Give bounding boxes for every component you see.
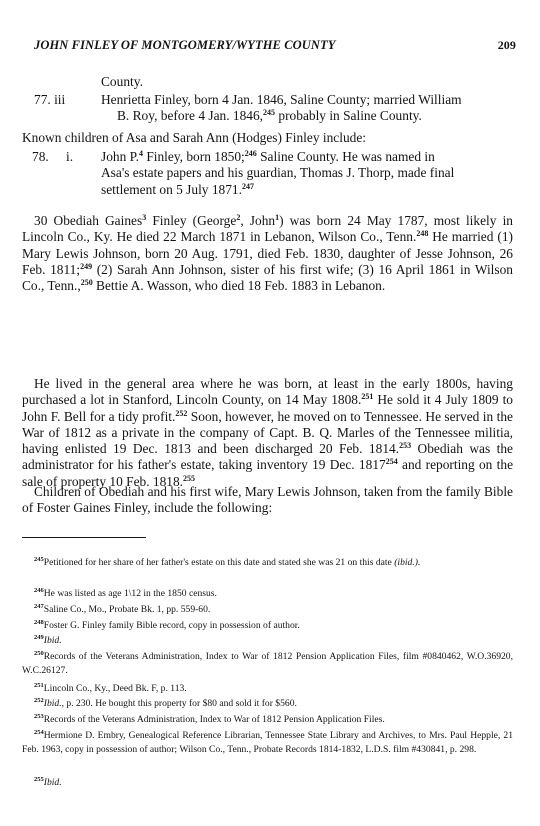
footnote-248: $^{248}$Foster G. Finley family Bible record, copy in possession of author.: [34, 619, 300, 631]
note-ref-246: 246: [244, 149, 257, 158]
page-number: 209: [497, 38, 516, 52]
entry-78-text: [101, 149, 517, 198]
entry-77-line-2: B. Roy, before 4 Jan. 1846,$^{245}$ probably in Saline County.: [117, 108, 422, 124]
footnote-246: $^{246}$He was listed as age 1\12 in the 1850 census.: [34, 587, 217, 599]
note-ref-250: 250: [80, 278, 93, 288]
running-head-title: JOHN FINLEY OF MONTGOMERY/WYTHE COUNTY: [34, 38, 336, 52]
note-ref-252: 252: [175, 408, 188, 418]
footnote-247: $^{247}$Saline Co., Mo., Probate Bk. 1, pp. 559-60.: [34, 603, 211, 615]
entry-77: [0, 92, 540, 126]
footnote-250: $^{250}$Records of the Veterans Administration, Index to War of 1812 Pension Application Files, film #0840462, W.O.36920, W.C.26127.: [22, 650, 513, 677]
paragraph-obediah-intro: 30 Obediah Gaines$^3$ Finley (George$^2$, John$^1$) was born 24 May 1787, most likely in Lincoln Co., Ky. He died 22 March 1871 in Lebanon, Wilson Co., Tenn.$^{248}$ He married (1) Mary Lewis Johnson, born 20 Aug. 1791, died Feb. 1830, daughter of Jesse Johnson, 26 Feb. 1811;$^{249}$ (2) Sarah Ann Johnson, sister of his first wife; (3) 16 April 1861 in Wilson Co., Tenn.,$^{250}$ Bettie A. Wasson, who died 18 Feb. 1883 in Lebanon.: [22, 213, 513, 294]
footnote-254: $^{254}$Hermione D. Embry, Genealogical Reference Librarian, Tennessee State Library and Archives, to Mrs. Paul Hepple, 21 Feb. 1963, copy in possession of author; Wilson Co., Tenn., Probate Records 1814-1832, L.D.S. film #430841, p. 298.: [22, 729, 513, 756]
footnote-251: $^{251}$Lincoln Co., Ky., Deed Bk. F, p. 113.: [34, 682, 187, 694]
note-ref-245: 245: [263, 108, 276, 118]
entry-78-line-3: settlement on 5 July 1871.$^{247}$: [101, 181, 254, 197]
entry-78-line-2: Asa's estate papers and his guardian, Thomas J. Thorp, made final: [101, 165, 455, 181]
known-children-line: Known children of Asa and Sarah Ann (Hodges) Finley include:: [22, 130, 366, 145]
note-ref-247: 247: [241, 181, 254, 191]
footnote-255: $^{255}$Ibid.: [34, 776, 62, 788]
note-ref-255: 255: [183, 473, 196, 483]
footnote-249: $^{249}$Ibid.: [34, 634, 62, 646]
paragraph-children-intro: Children of Obediah and his first wife, Mary Lewis Johnson, taken from the family Bible of Foster Gaines Finley, include the following:: [22, 484, 513, 516]
entry-continuation: County.: [101, 74, 143, 89]
entry-77-line-1: Henrietta Finley, born 4 Jan. 1846, Saline County; married William: [101, 92, 462, 107]
footnote-253: $^{253}$Records of the Veterans Administration, Index to War of 1812 Pension Application Files.: [34, 713, 385, 725]
footnote-245: $^{245}$Petitioned for her share of her father's estate on this date and stated she was 21 on this date (ibid.).: [34, 556, 421, 568]
entry-78-number: 78.: [32, 149, 49, 164]
footnote-252: $^{252}$Ibid., p. 230. He bought this property for $80 and sold it for $560.: [34, 697, 297, 709]
paragraph-obediah-residence: He lived in the general area where he was born, at least in the early 1800s, having purchased a lot in Stanford, Lincoln County, on 14 May 1808.$^{251}$ He sold it 4 July 1809 to John F. Bell for a tidy profit.$^{252}$ Soon, however, he moved on to Tennessee. He served in the War of 1812 as a private in the company of Capt. B. Q. Marles of the Tennessee militia, having enlisted 19 Dec. 1813 and been discharged 20 Feb. 1814.$^{253}$ Obediah was the administrator for his father's estate, taking inventory 19 Dec. 1817$^{254}$ and reporting on the sale of property 10 Feb. 1818.$^{255}$: [22, 376, 514, 489]
entry-78: [0, 149, 540, 201]
note-ref-254: 254: [385, 457, 398, 467]
entry-77-text: [101, 92, 517, 125]
note-ref-251: 251: [361, 392, 374, 402]
running-head: [34, 38, 516, 56]
entry-78-roman: i.: [66, 149, 74, 164]
entry-78-line-1: John P.$^4$ Finley, born 1850;$^{246}$ Saline County. He was named in: [101, 149, 435, 164]
entry-77-number: 77. iii: [34, 92, 66, 107]
note-ref-248: 248: [416, 229, 429, 239]
note-ref-249: 249: [80, 261, 93, 271]
note-ref-253: 253: [399, 441, 412, 451]
footnote-rule: [22, 537, 146, 538]
